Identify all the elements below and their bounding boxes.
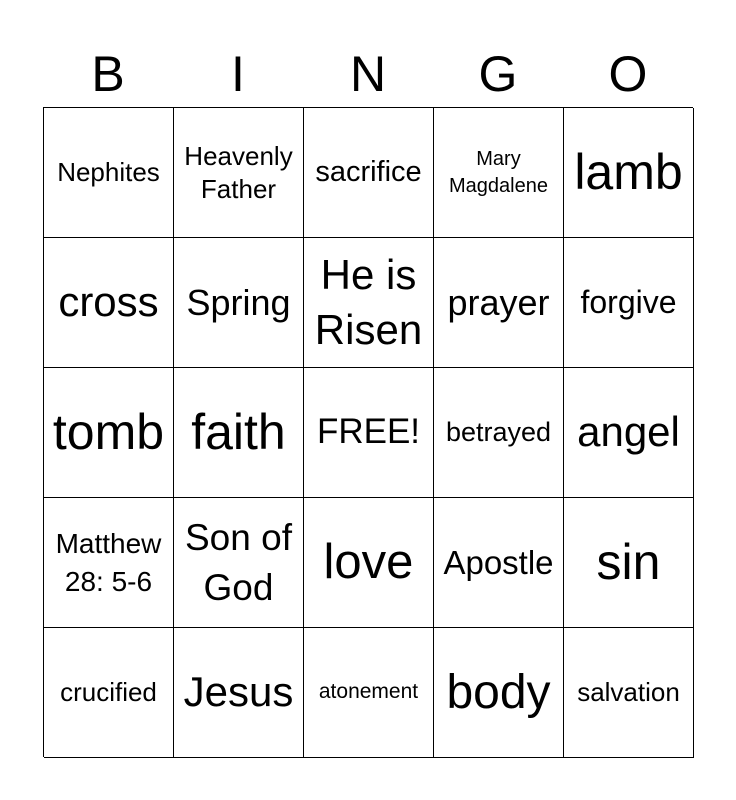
- bingo-cell[interactable]: [434, 628, 564, 758]
- bingo-cell[interactable]: [434, 108, 564, 238]
- bingo-cell[interactable]: [434, 368, 564, 498]
- bingo-cell[interactable]: [44, 498, 174, 628]
- bingo-cell[interactable]: [434, 498, 564, 628]
- cell-label: He is Risen: [314, 250, 423, 353]
- bingo-board: [43, 107, 693, 757]
- bingo-cell[interactable]: [304, 108, 434, 238]
- bingo-cell[interactable]: [44, 368, 174, 498]
- cell-label: love: [323, 535, 414, 590]
- bingo-cell[interactable]: [564, 238, 694, 368]
- header-letter-i: I: [231, 46, 245, 102]
- cell-label: Jesus: [183, 668, 294, 716]
- bingo-cell[interactable]: [174, 498, 304, 628]
- cell-label: Heavenly Father: [184, 141, 293, 204]
- cell-label: body: [446, 665, 551, 719]
- bingo-cell[interactable]: [44, 238, 174, 368]
- cell-label: atonement: [318, 680, 419, 704]
- cell-label: cross: [58, 278, 159, 326]
- bingo-cell[interactable]: [304, 498, 434, 628]
- bingo-cell[interactable]: [564, 368, 694, 498]
- cell-label: Spring: [186, 281, 291, 323]
- bingo-cell[interactable]: [304, 368, 434, 498]
- bingo-cell[interactable]: [174, 628, 304, 758]
- cell-label: salvation: [577, 676, 680, 707]
- cell-label: betrayed: [445, 416, 552, 447]
- bingo-cell[interactable]: [304, 238, 434, 368]
- bingo-cell[interactable]: [434, 238, 564, 368]
- bingo-cell[interactable]: [44, 628, 174, 758]
- bingo-cell[interactable]: [304, 628, 434, 758]
- header-letter-n: N: [349, 46, 387, 102]
- cell-label: Son of God: [185, 516, 292, 608]
- cell-label: faith: [191, 403, 286, 460]
- bingo-header: [43, 42, 693, 106]
- bingo-cell[interactable]: [564, 498, 694, 628]
- cell-label: FREE!: [316, 412, 421, 452]
- cell-label: Nephites: [57, 156, 160, 187]
- cell-label: Matthew 28: 5-6: [55, 527, 162, 597]
- cell-label: sacrifice: [315, 155, 422, 188]
- bingo-cell[interactable]: [174, 368, 304, 498]
- bingo-cell[interactable]: [564, 628, 694, 758]
- bingo-cell[interactable]: [564, 108, 694, 238]
- cell-label: Apostle: [443, 543, 554, 581]
- bingo-cell[interactable]: [174, 108, 304, 238]
- header-letter-o: O: [608, 46, 648, 102]
- header-letter-b: B: [91, 46, 125, 102]
- cell-label: crucified: [60, 676, 157, 707]
- cell-label: angel: [577, 408, 680, 456]
- cell-label: lamb: [574, 143, 683, 200]
- cell-label: Mary Magdalene: [449, 147, 548, 197]
- bingo-cell[interactable]: [44, 108, 174, 238]
- cell-label: forgive: [580, 284, 677, 321]
- bingo-cell[interactable]: [174, 238, 304, 368]
- header-letter-g: G: [478, 46, 518, 102]
- cell-label: prayer: [447, 281, 550, 323]
- cell-label: sin: [596, 533, 661, 590]
- cell-label: tomb: [52, 403, 165, 460]
